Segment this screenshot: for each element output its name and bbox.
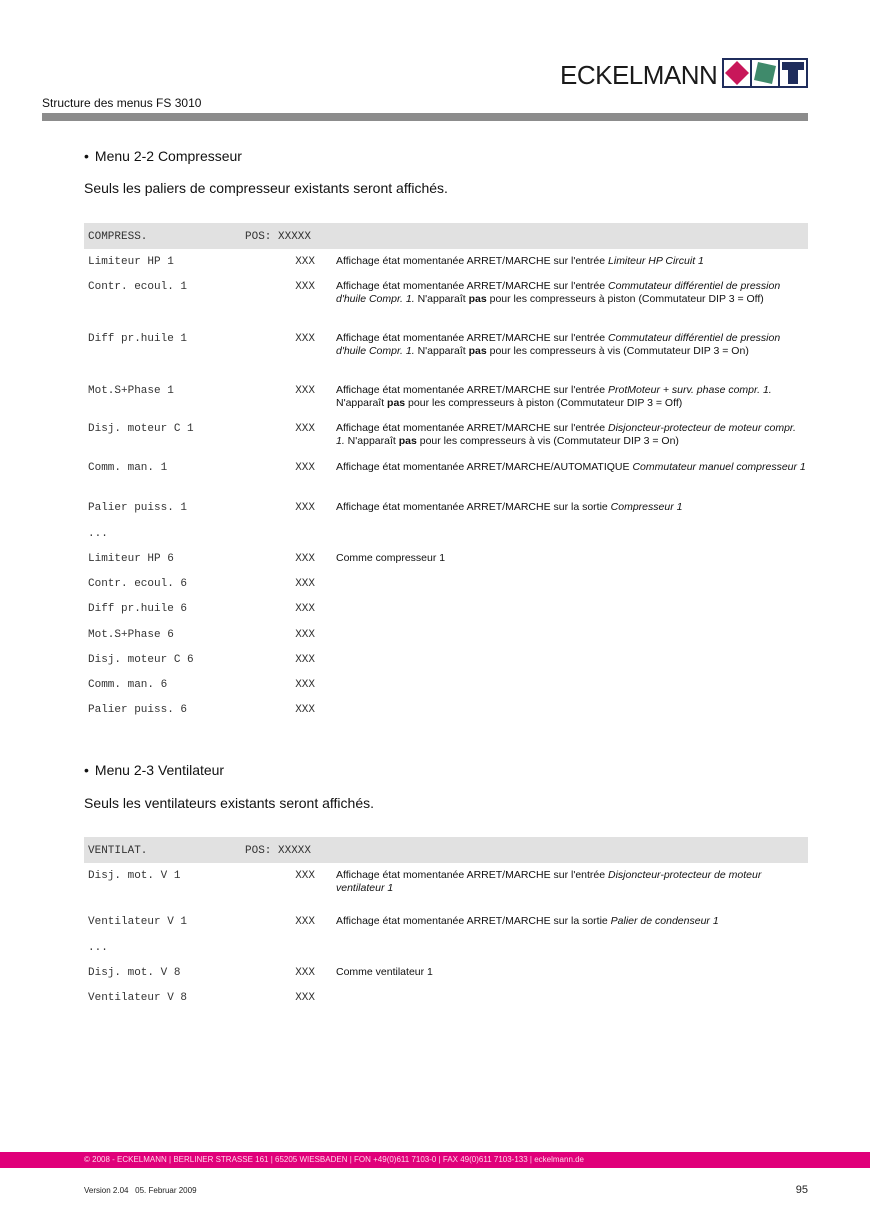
description-segment: pour les compresseurs à piston (Commutateur DIP 3 = Off) <box>405 396 683 409</box>
menu-entry-value: XXX <box>295 281 315 293</box>
menu-entry-label: ... <box>88 528 108 540</box>
table-header <box>84 837 808 863</box>
menu-entry-value: XXX <box>295 256 315 268</box>
description-segment: Affichage état momentanée ARRET/MARCHE sur l'entrée <box>336 280 609 292</box>
menu-entry-label: Disj. moteur C 1 <box>88 423 194 435</box>
description-segment: pour les compresseurs à vis (Commutateur DIP 3 = On) <box>416 434 679 447</box>
fan-menu-table <box>84 837 808 1004</box>
menu-entry-value: XXX <box>295 603 315 615</box>
table-header-pos: POS: XXXXX <box>245 231 312 243</box>
description-segment: Disjoncteur-protecteur de moteur ventilateur 1 <box>336 869 762 894</box>
menu-entry-value: XXX <box>295 679 315 691</box>
menu-entry-description <box>336 915 806 928</box>
section-intro-compresseur: Seuls les paliers de compresseur existants seront affichés. <box>84 180 448 196</box>
description-segment: Affichage état momentanée ARRET/MARCHE sur la sortie <box>336 915 611 927</box>
menu-entry-value: XXX <box>295 333 315 345</box>
description-segment: Disjoncteur-protecteur de moteur compr. 1. <box>336 422 796 447</box>
menu-entry-label: Mot.S+Phase 6 <box>88 629 174 641</box>
menu-entry-value: XXX <box>295 654 315 666</box>
bullet-icon: • <box>84 148 89 164</box>
menu-entry-description <box>336 461 806 474</box>
menu-entry-value: XXX <box>295 385 315 397</box>
menu-entry-description <box>336 552 806 565</box>
menu-entry-value: XXX <box>295 916 315 928</box>
description-segment: Palier de condenseur 1 <box>610 915 719 927</box>
footer-version: Version 2.04 05. Februar 2009 <box>84 1186 197 1195</box>
menu-entry-description <box>336 966 806 979</box>
header-divider <box>42 113 808 121</box>
menu-entry-value: XXX <box>295 870 315 882</box>
menu-entry-label: Disj. moteur C 6 <box>88 654 194 666</box>
menu-entry-label: Diff pr.huile 1 <box>88 333 188 345</box>
description-segment: Affichage état momentanée ARRET/MARCHE/AUTOMATIQUE <box>336 461 633 473</box>
menu-entry-label: Palier puiss. 1 <box>88 502 188 514</box>
description-segment: Affichage état momentanée ARRET/MARCHE sur la sortie <box>336 501 611 513</box>
menu-entry-label: Contr. ecoul. 6 <box>88 578 188 590</box>
description-segment: pas <box>387 396 406 409</box>
description-segment: Affichage état momentanée ARRET/MARCHE sur l'entrée <box>336 869 609 881</box>
menu-entry-label: Mot.S+Phase 1 <box>88 385 174 397</box>
menu-entry-label: Ventilateur V 1 <box>88 916 188 928</box>
menu-entry-label: Ventilateur V 8 <box>88 992 188 1004</box>
description-segment: pour les compresseurs à piston (Commutateur DIP 3 = Off) <box>486 292 764 305</box>
menu-entry-value: XXX <box>295 502 315 514</box>
description-segment: N'apparaît <box>414 292 469 305</box>
description-segment: pas <box>398 434 417 447</box>
description-segment: ProtMoteur + surv. phase compr. 1. <box>608 384 772 396</box>
menu-entry-description <box>336 280 806 305</box>
description-segment: Affichage état momentanée ARRET/MARCHE sur l'entrée <box>336 332 609 344</box>
description-segment: Comme compresseur 1 <box>336 552 446 564</box>
menu-entry-value: XXX <box>295 462 315 474</box>
menu-entry-value: XXX <box>295 629 315 641</box>
menu-entry-description <box>336 384 806 409</box>
menu-entry-label: Comm. man. 6 <box>88 679 168 691</box>
logo-squares-icon <box>722 58 808 88</box>
description-segment: pour les compresseurs à vis (Commutateur DIP 3 = On) <box>486 344 749 357</box>
footer-bar <box>0 1152 870 1168</box>
table-header-label: VENTILAT. <box>88 845 148 857</box>
section-intro-ventilateur: Seuls les ventilateurs existants seront affichés. <box>84 795 375 811</box>
table-header-label: COMPRESS. <box>88 231 148 243</box>
description-segment: Commutateur manuel compresseur 1 <box>632 461 806 473</box>
menu-entry-label: ... <box>88 942 108 954</box>
menu-entry-value: XXX <box>295 578 315 590</box>
menu-entry-label: Disj. mot. V 8 <box>88 967 181 979</box>
menu-entry-label: Limiteur HP 6 <box>88 553 174 565</box>
compressor-menu-table <box>84 223 808 716</box>
menu-entry-description <box>336 332 806 357</box>
description-segment: Affichage état momentanée ARRET/MARCHE sur l'entrée <box>336 255 609 267</box>
description-segment: N'apparaît <box>414 344 469 357</box>
section-heading-text: Menu 2-2 Compresseur <box>94 148 242 164</box>
section-heading-compresseur <box>84 148 242 164</box>
description-segment: N'apparaît <box>336 396 388 409</box>
bullet-icon: • <box>84 762 89 778</box>
menu-entry-value: XXX <box>295 704 315 716</box>
eckelmann-logo <box>560 58 810 90</box>
description-segment: Compresseur 1 <box>610 501 683 513</box>
table-header <box>84 223 808 249</box>
logo-wordmark: ECKELMANN <box>560 60 718 90</box>
menu-entry-value: XXX <box>295 992 315 1004</box>
menu-entry-label: Diff pr.huile 6 <box>88 603 188 615</box>
menu-entry-description <box>336 869 806 894</box>
description-segment: Limiteur HP Circuit 1 <box>608 255 704 267</box>
menu-entry-label: Palier puiss. 6 <box>88 704 188 716</box>
menu-entry-label: Comm. man. 1 <box>88 462 168 474</box>
table-header-pos: POS: XXXXX <box>245 845 312 857</box>
description-segment: Comme ventilateur 1 <box>336 966 433 978</box>
description-segment: Affichage état momentanée ARRET/MARCHE sur l'entrée <box>336 422 609 434</box>
section-heading-text: Menu 2-3 Ventilateur <box>94 762 225 778</box>
description-segment: N'apparaît <box>344 434 399 447</box>
section-heading-ventilateur <box>84 762 224 778</box>
menu-entry-label: Limiteur HP 1 <box>88 256 174 268</box>
menu-entry-description <box>336 501 806 514</box>
description-segment: pas <box>468 344 487 357</box>
document-header-title: Structure des menus FS 3010 <box>42 96 202 110</box>
menu-entry-value: XXX <box>295 423 315 435</box>
menu-entry-label: Contr. ecoul. 1 <box>88 281 188 293</box>
description-segment: Affichage état momentanée ARRET/MARCHE sur l'entrée <box>336 384 609 396</box>
menu-entry-label: Disj. mot. V 1 <box>88 870 181 882</box>
footer-contact-text: © 2008 - ECKELMANN | BERLINER STRASSE 161 | 65205 WIESBADEN | FON +49(0)611 7103-0 | FAX 49(0)611 7103-133 | eckelmann.de <box>84 1155 585 1164</box>
menu-entry-description <box>336 422 806 447</box>
menu-entry-value: XXX <box>295 553 315 565</box>
page-number: 95 <box>795 1184 808 1196</box>
description-segment: Commutateur différentiel de pression d'huile Compr. 1. <box>336 280 781 305</box>
menu-entry-description <box>336 255 806 268</box>
menu-entry-value: XXX <box>295 967 315 979</box>
description-segment: pas <box>468 292 487 305</box>
description-segment: Commutateur différentiel de pression d'huile Compr. 1. <box>336 332 781 357</box>
